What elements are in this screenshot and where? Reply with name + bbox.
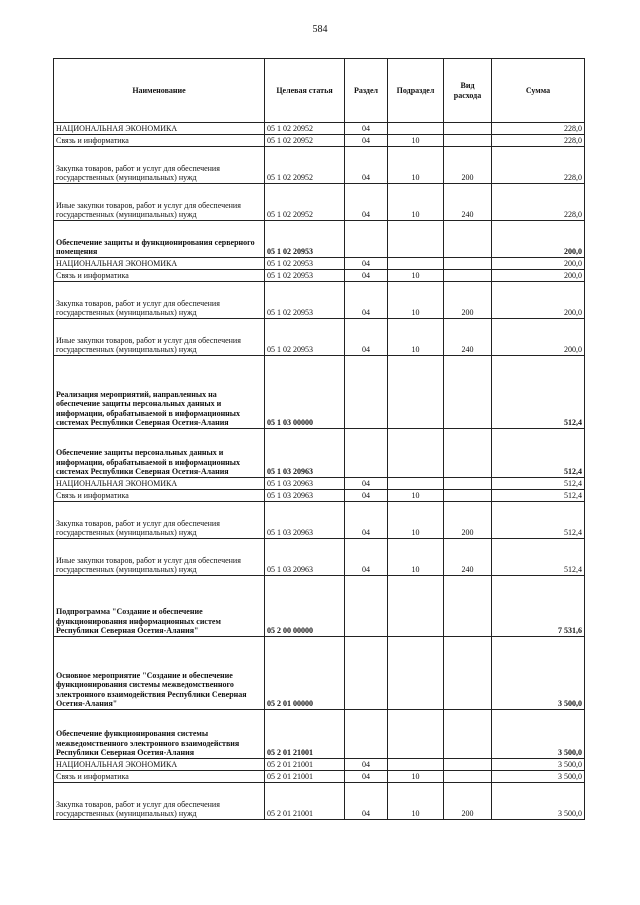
row-code-cell: 05 1 02 20952 [265, 184, 345, 221]
row-amount-cell: 512,4 [492, 478, 585, 490]
row-amount-cell: 512,4 [492, 502, 585, 539]
table-body [54, 123, 585, 820]
row-expense-type-cell: 240 [444, 539, 492, 576]
row-code-cell: 05 1 03 20963 [265, 478, 345, 490]
row-amount-cell: 3 500,0 [492, 771, 585, 783]
table-row [54, 783, 585, 820]
row-name-cell: НАЦИОНАЛЬНАЯ ЭКОНОМИКА [54, 759, 265, 771]
row-name-cell: Связь и информатика [54, 771, 265, 783]
row-name-cell: НАЦИОНАЛЬНАЯ ЭКОНОМИКА [54, 123, 265, 135]
row-code-cell: 05 1 03 20963 [265, 539, 345, 576]
row-section-cell: 04 [345, 270, 388, 282]
page-number: 584 [312, 24, 328, 35]
table-row [54, 539, 585, 576]
row-section-cell [345, 576, 388, 637]
row-expense-type-cell: 240 [444, 319, 492, 356]
row-subsection-cell [388, 478, 444, 490]
row-amount-cell: 228,0 [492, 147, 585, 184]
row-amount-cell: 200,0 [492, 282, 585, 319]
row-expense-type-cell [444, 637, 492, 710]
row-expense-type-cell [444, 270, 492, 282]
row-section-cell: 04 [345, 319, 388, 356]
header-amount: Сумма [492, 59, 585, 123]
row-expense-type-cell [444, 771, 492, 783]
row-section-cell: 04 [345, 539, 388, 576]
row-section-cell: 04 [345, 147, 388, 184]
row-amount-cell: 200,0 [492, 319, 585, 356]
row-subsection-cell [388, 759, 444, 771]
table-row [54, 637, 585, 710]
row-section-cell: 04 [345, 759, 388, 771]
row-amount-cell: 512,4 [492, 539, 585, 576]
row-amount-cell: 3 500,0 [492, 710, 585, 759]
row-amount-cell: 7 531,6 [492, 576, 585, 637]
row-subsection-cell [388, 123, 444, 135]
table-row [54, 710, 585, 759]
row-section-cell: 04 [345, 783, 388, 820]
table-row [54, 123, 585, 135]
row-name-cell: Закупка товаров, работ и услуг для обеспечения государственных (муниципальных) нужд [54, 147, 265, 184]
row-section-cell: 04 [345, 490, 388, 502]
row-section-cell: 04 [345, 282, 388, 319]
row-expense-type-cell [444, 221, 492, 258]
table-row [54, 282, 585, 319]
row-section-cell [345, 356, 388, 429]
row-amount-cell: 512,4 [492, 490, 585, 502]
row-code-cell: 05 1 02 20953 [265, 319, 345, 356]
table-row [54, 478, 585, 490]
row-amount-cell: 228,0 [492, 123, 585, 135]
row-expense-type-cell [444, 356, 492, 429]
row-expense-type-cell: 200 [444, 502, 492, 539]
row-subsection-cell [388, 258, 444, 270]
table-header-row [54, 59, 585, 123]
header-expense-type: Вид расхода [444, 59, 492, 123]
row-name-cell: Обеспечение защиты и функционирования серверного помещения [54, 221, 265, 258]
row-subsection-cell: 10 [388, 319, 444, 356]
row-subsection-cell: 10 [388, 184, 444, 221]
row-code-cell: 05 1 02 20952 [265, 147, 345, 184]
row-expense-type-cell [444, 576, 492, 637]
row-amount-cell: 200,0 [492, 258, 585, 270]
row-expense-type-cell [444, 490, 492, 502]
table-row [54, 576, 585, 637]
header-subsection: Подраздел [388, 59, 444, 123]
row-section-cell: 04 [345, 258, 388, 270]
table-row [54, 270, 585, 282]
row-expense-type-cell [444, 710, 492, 759]
row-expense-type-cell: 200 [444, 783, 492, 820]
table-row [54, 258, 585, 270]
row-amount-cell: 200,0 [492, 221, 585, 258]
row-code-cell: 05 1 02 20953 [265, 282, 345, 319]
row-name-cell: Связь и информатика [54, 135, 265, 147]
row-subsection-cell [388, 221, 444, 258]
row-code-cell: 05 1 02 20952 [265, 135, 345, 147]
row-section-cell: 04 [345, 123, 388, 135]
row-code-cell: 05 1 03 20963 [265, 502, 345, 539]
row-amount-cell: 3 500,0 [492, 637, 585, 710]
row-name-cell: НАЦИОНАЛЬНАЯ ЭКОНОМИКА [54, 478, 265, 490]
table-row [54, 771, 585, 783]
row-subsection-cell [388, 637, 444, 710]
row-name-cell: Иные закупки товаров, работ и услуг для обеспечения государственных (муниципальных) нужд [54, 184, 265, 221]
row-section-cell: 04 [345, 771, 388, 783]
row-subsection-cell: 10 [388, 783, 444, 820]
row-expense-type-cell: 200 [444, 282, 492, 319]
row-amount-cell: 228,0 [492, 184, 585, 221]
row-code-cell: 05 1 03 20963 [265, 429, 345, 478]
table-row [54, 319, 585, 356]
row-name-cell: Обеспечение защиты персональных данных и информации, обрабатываемой в информационных системах Республики Северная Осетия-Алания [54, 429, 265, 478]
row-expense-type-cell [444, 258, 492, 270]
row-code-cell: 05 2 01 21001 [265, 759, 345, 771]
row-code-cell: 05 1 03 20963 [265, 490, 345, 502]
row-subsection-cell [388, 356, 444, 429]
table-row [54, 135, 585, 147]
row-name-cell: НАЦИОНАЛЬНАЯ ЭКОНОМИКА [54, 258, 265, 270]
header-code: Целевая статья [265, 59, 345, 123]
header-section: Раздел [345, 59, 388, 123]
table-row [54, 221, 585, 258]
row-section-cell [345, 710, 388, 759]
row-code-cell: 05 2 00 00000 [265, 576, 345, 637]
table-row [54, 429, 585, 478]
row-name-cell: Закупка товаров, работ и услуг для обеспечения государственных (муниципальных) нужд [54, 282, 265, 319]
row-code-cell: 05 2 01 21001 [265, 771, 345, 783]
row-expense-type-cell: 240 [444, 184, 492, 221]
row-expense-type-cell [444, 759, 492, 771]
row-name-cell: Иные закупки товаров, работ и услуг для обеспечения государственных (муниципальных) нужд [54, 319, 265, 356]
row-code-cell: 05 2 01 21001 [265, 710, 345, 759]
row-name-cell: Связь и информатика [54, 490, 265, 502]
row-section-cell: 04 [345, 478, 388, 490]
row-code-cell: 05 2 01 21001 [265, 783, 345, 820]
row-subsection-cell: 10 [388, 490, 444, 502]
row-name-cell: Связь и информатика [54, 270, 265, 282]
row-name-cell: Реализация мероприятий, направленных на обеспечение защиты персональных данных и информации, обрабатываемой в информационных системах Республики Северная Осетия-Алания [54, 356, 265, 429]
row-name-cell: Основное мероприятие "Создание и обеспечение функционирования системы межведомственного электронного взаимодействия Республики Северная Осетия-Алания" [54, 637, 265, 710]
row-code-cell: 05 2 01 00000 [265, 637, 345, 710]
row-code-cell: 05 1 02 20953 [265, 258, 345, 270]
table-row [54, 147, 585, 184]
row-section-cell [345, 429, 388, 478]
row-amount-cell: 3 500,0 [492, 783, 585, 820]
row-amount-cell: 228,0 [492, 135, 585, 147]
row-name-cell: Подпрограмма "Создание и обеспечение функционирования информационных систем Республики Северная Осетия-Алания" [54, 576, 265, 637]
row-name-cell: Иные закупки товаров, работ и услуг для обеспечения государственных (муниципальных) нужд [54, 539, 265, 576]
row-subsection-cell [388, 710, 444, 759]
table-row [54, 502, 585, 539]
row-expense-type-cell [444, 429, 492, 478]
row-subsection-cell: 10 [388, 539, 444, 576]
row-code-cell: 05 1 02 20953 [265, 221, 345, 258]
row-amount-cell: 200,0 [492, 270, 585, 282]
row-subsection-cell: 10 [388, 135, 444, 147]
row-subsection-cell: 10 [388, 502, 444, 539]
row-section-cell [345, 221, 388, 258]
row-section-cell [345, 637, 388, 710]
row-subsection-cell [388, 576, 444, 637]
row-expense-type-cell [444, 123, 492, 135]
row-subsection-cell: 10 [388, 270, 444, 282]
budget-table [53, 58, 585, 820]
row-name-cell: Обеспечение функционирования системы межведомственного электронного взаимодействия Республики Северная Осетия-Алания [54, 710, 265, 759]
row-code-cell: 05 1 02 20953 [265, 270, 345, 282]
row-section-cell: 04 [345, 502, 388, 539]
table-row [54, 490, 585, 502]
row-section-cell: 04 [345, 135, 388, 147]
row-subsection-cell: 10 [388, 282, 444, 319]
row-name-cell: Закупка товаров, работ и услуг для обеспечения государственных (муниципальных) нужд [54, 783, 265, 820]
row-expense-type-cell: 200 [444, 147, 492, 184]
row-subsection-cell: 10 [388, 771, 444, 783]
table-row [54, 184, 585, 221]
row-name-cell: Закупка товаров, работ и услуг для обеспечения государственных (муниципальных) нужд [54, 502, 265, 539]
header-name: Наименование [54, 59, 265, 123]
row-amount-cell: 3 500,0 [492, 759, 585, 771]
table-row [54, 759, 585, 771]
row-section-cell: 04 [345, 184, 388, 221]
row-expense-type-cell [444, 135, 492, 147]
row-expense-type-cell [444, 478, 492, 490]
row-code-cell: 05 1 03 00000 [265, 356, 345, 429]
row-subsection-cell [388, 429, 444, 478]
row-amount-cell: 512,4 [492, 356, 585, 429]
row-code-cell: 05 1 02 20952 [265, 123, 345, 135]
table-row [54, 356, 585, 429]
row-amount-cell: 512,4 [492, 429, 585, 478]
row-subsection-cell: 10 [388, 147, 444, 184]
